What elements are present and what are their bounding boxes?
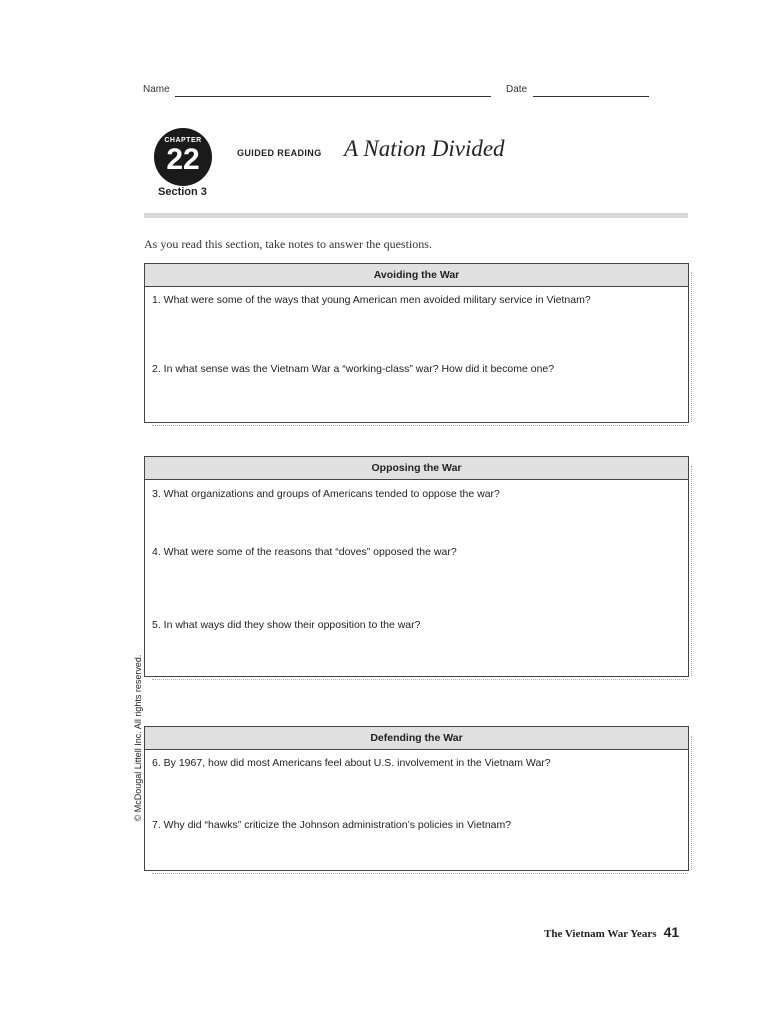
date-label: Date (506, 84, 528, 95)
copyright-notice: © McDougal Littell Inc. All rights reserved. (133, 654, 143, 822)
guided-reading-label: GUIDED READING (237, 148, 322, 158)
box-heading: Defending the War (145, 727, 688, 750)
page-number: 41 (663, 924, 680, 940)
shadow-speckle (687, 466, 692, 676)
question-4: 4. What were some of the reasons that “doves” opposed the war? (152, 546, 457, 558)
question-5: 5. In what ways did they show their opposition to the war? (152, 619, 421, 631)
chapter-badge (154, 128, 212, 186)
chapter-number: 22 (166, 143, 200, 176)
box-defending-the-war (144, 726, 689, 871)
question-6: 6. By 1967, how did most Americans feel about U.S. involvement in the Vietnam War? (152, 757, 551, 769)
box-heading: Avoiding the War (145, 264, 688, 287)
name-field[interactable] (175, 96, 491, 97)
name-label: Name (143, 84, 170, 95)
page-footer (544, 924, 679, 940)
question-1: 1. What were some of the ways that young American men avoided military service in Vietnam? (152, 294, 591, 306)
shadow-speckle (687, 736, 692, 870)
shadow-speckle (152, 422, 688, 426)
box-avoiding-the-war (144, 263, 689, 423)
date-field[interactable] (533, 96, 649, 97)
question-2: 2. In what sense was the Vietnam War a “working-class” war? How did it become one? (152, 363, 555, 375)
header-rule (144, 213, 688, 218)
shadow-speckle (687, 272, 692, 422)
box-opposing-the-war (144, 456, 689, 677)
page-title: A Nation Divided (344, 136, 505, 161)
question-3: 3. What organizations and groups of Americans tended to oppose the war? (152, 488, 500, 500)
question-7: 7. Why did “hawks” criticize the Johnson administration’s policies in Vietnam? (152, 819, 512, 831)
footer-book-title: The Vietnam War Years (544, 928, 657, 940)
shadow-speckle (152, 870, 688, 874)
section-label: Section 3 (158, 186, 207, 198)
chapter-label: CHAPTER (164, 137, 202, 144)
shadow-speckle (152, 676, 688, 680)
intro-text: As you read this section, take notes to answer the questions. (144, 237, 432, 251)
box-heading: Opposing the War (145, 457, 688, 480)
